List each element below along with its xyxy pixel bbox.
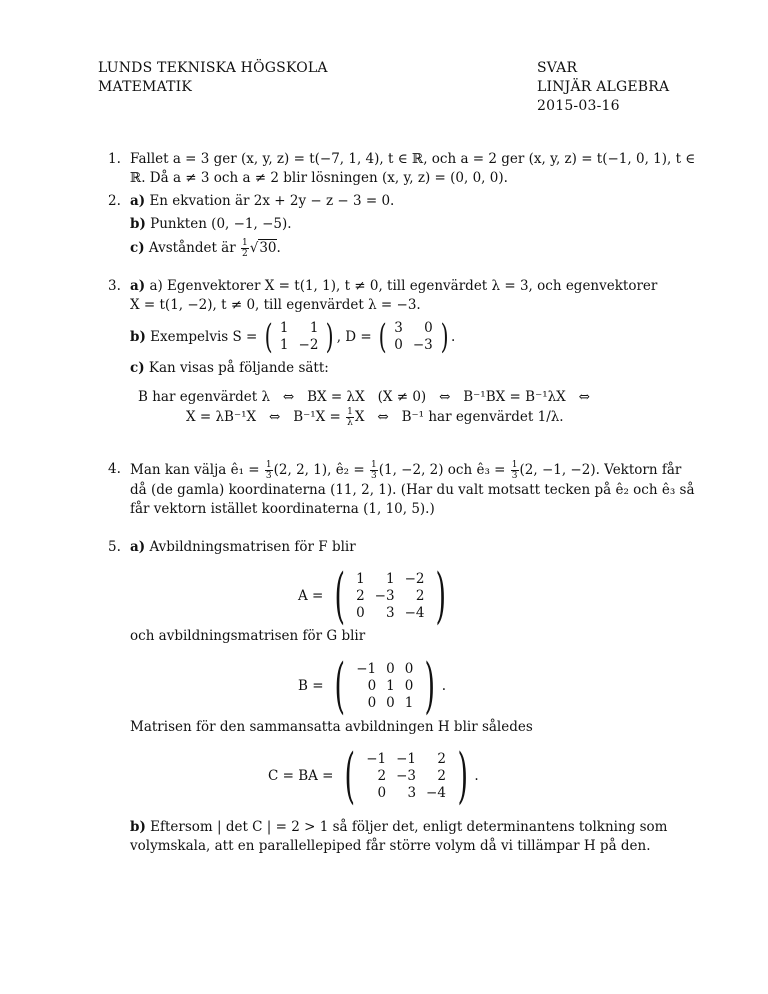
answer-5b-line1: b) Eftersom | det C | = 2 > 1 så följer det, enligt determinantens tolkning som [130,819,668,835]
fraction: $\frac{1}{2}$ [241,238,248,259]
matrix-cell: 0 [356,604,365,621]
matrix-D: ( 3 0 0 −3 ) [378,317,449,357]
part-label: a) [130,193,146,209]
answer-4-line3: får vektorn istället koordinaterna (1, 10, 5).) [130,501,435,517]
matrix-cell: 1 [386,677,395,694]
course-name: LINJÄR ALGEBRA [537,79,670,95]
matrix-A: ( 1 1 −2 2 −3 2 0 3 −4 ) [334,561,447,631]
answer-5b-line2: volymskala, att en parallellepiped får större volym då vi tillämpar H på den. [130,838,651,854]
school-name: LUNDS TEKNISKA HÖGSKOLA [98,60,328,76]
matrix-cell: 0 [424,320,433,336]
answer-5 [108,538,678,557]
part-label: a) [130,278,146,294]
header-right [537,59,669,116]
matrix-cell: −3 [396,767,417,784]
answer-5-h-text: Matrisen för den sammansatta avbildningen H blir således [130,719,533,735]
answer-5b [108,818,678,856]
part-label: c) [130,240,145,256]
part-text: Punkten (0, −1, −5). [150,216,292,232]
matrix-cell: 0 [386,660,395,677]
matrix-cell: 1 [385,570,395,587]
answer-2b [130,215,678,234]
matrix-cell: 0 [394,337,403,353]
matrix-cell: −3 [374,587,395,604]
matrix-cell: −2 [298,337,319,353]
matrix-B: ( −1 0 0 0 1 0 0 0 1 ) [334,651,436,721]
fraction: $\frac{1}{3}$ [511,460,518,481]
matrix-cell: 0 [404,660,414,677]
matrix-cell: 0 [377,784,387,801]
matrix-cell: −4 [426,784,446,801]
fraction: $\frac{1}{3}$ [371,460,377,481]
matrix-cell: 1 [279,320,289,336]
matrix-cell: 1 [279,337,289,353]
matrix-cell: −1 [366,750,387,767]
part-text: En ekvation är 2x + 2y − z − 3 = 0. [149,193,395,209]
matrix-cell: −4 [404,604,425,621]
matrix-cell: 0 [404,677,414,694]
matrix-cell: 0 [386,694,395,711]
matrix-cell: 3 [407,784,417,801]
answer-3c: c) Kan visas på följande sätt: [130,360,329,376]
matrix-cell: 2 [356,587,365,604]
matrix-cell: 1 [309,320,319,336]
matrix-cell: −1 [396,750,417,767]
matrix-A-eq: A = ( 1 1 −2 2 −3 2 0 3 −4 ) [298,564,453,628]
part-label: b) [130,328,146,345]
answer-3b: b) Exempelvis S = ( 1 1 1 −2 ) , D = ( 3 0 0 −3 ) . [130,317,456,357]
matrix-C: ( −1 −1 2 2 −3 2 0 3 −4 ) [344,741,468,811]
matrix-cell: 0 [367,694,377,711]
matrix-cell: −1 [356,660,377,677]
matrix-cell: 2 [437,767,446,784]
answer-number: 4. [108,461,121,477]
sqrt-value: 30 [259,240,277,256]
part-label: c) [130,360,145,376]
answer-number: 3. [108,278,121,294]
part-text: Avståndet är [148,240,236,256]
part-label: b) [130,819,146,835]
answer-1 [108,150,696,188]
header-left [98,59,328,97]
matrix-cell: 3 [385,604,395,621]
answer-1-line1: Fallet a = 3 ger (x, y, z) = t(−7, 1, 4), t ∈ ℝ, och a = 2 ger (x, y, z) = t(−1, 0, 1), t ∈ [130,151,696,167]
matrix-cell: 2 [377,767,387,784]
answer-number: 2. [108,193,121,209]
matrix-cell: 2 [437,750,446,767]
answer-number: 5. [108,539,121,555]
matrix-cell: 2 [415,587,425,604]
matrix-S: ( 1 1 1 −2 ) [264,317,335,357]
answer-4-line1: Man kan välja ê₁ = $\frac{1}{3}$ (2, 2, 1), ê₂ = $\frac{1}{3}$ (1, −2, 2) och ê₃ = $\frac{1}{3}$ (2, −1, −2). Vektorn får [130,460,682,481]
answer-number: 1. [108,151,121,167]
doc-type: SVAR [537,60,578,76]
fraction: $\frac{1}{3}$ [265,460,272,481]
answer-3 [108,277,678,428]
answer-3a-line2: X = t(1, −2), t ≠ 0, till egenvärdet λ = −3. [130,297,421,313]
answer-1-line2: ℝ. Då a ≠ 3 och a ≠ 2 blir lösningen (x, y, z) = (0, 0, 0). [130,170,508,186]
answer-4-line2: då (de gamla) koordinaterna (11, 2, 1). (Har du valt motsatt tecken på ê₂ och ê₃ så [130,482,695,498]
department-name: MATEMATIK [98,79,193,95]
matrix-cell: −3 [412,337,433,353]
exam-date: 2015-03-16 [537,98,620,114]
answer-3c-row1: B har egenvärdet λ ⇔ BX = λX (X ≠ 0) ⇔ B⁻¹BX = B⁻¹λX ⇔ [138,389,590,405]
matrix-cell: 1 [356,570,365,587]
part-label: a) [130,539,146,555]
answer-2c: c) Avståndet är $\frac{1}{2}$ √30. [130,238,281,259]
answer-5-g-text: och avbildningsmatrisen för G blir [130,628,366,644]
matrix-C-eq: C = BA = ( −1 −1 2 2 −3 2 0 3 −4 ) . [268,741,479,811]
matrix-cell: −2 [404,570,425,587]
answer-2a [130,192,678,211]
matrix-cell: 3 [394,320,403,336]
answer-2 [108,192,678,259]
answer-4 [108,460,695,519]
fraction: $\frac{1}{\lambda}$ [347,407,353,428]
answer-5a: a) Avbildningsmatrisen för F blir [130,539,356,555]
part-label: b) [130,216,146,232]
answer-3a-line1: a) a) Egenvektorer X = t(1, 1), t ≠ 0, till egenvärdet λ = 3, och egenvektorer [130,278,658,294]
answer-3c-row2: X = λB⁻¹X ⇔ B⁻¹X = $\frac{1}{\lambda}$ X ⇔ B⁻¹ har egenvärdet 1/λ. [186,407,564,428]
matrix-B-eq: B = ( −1 0 0 0 1 0 0 0 1 ) . [298,651,447,721]
matrix-cell: 1 [404,694,414,711]
matrix-cell: 0 [367,677,377,694]
